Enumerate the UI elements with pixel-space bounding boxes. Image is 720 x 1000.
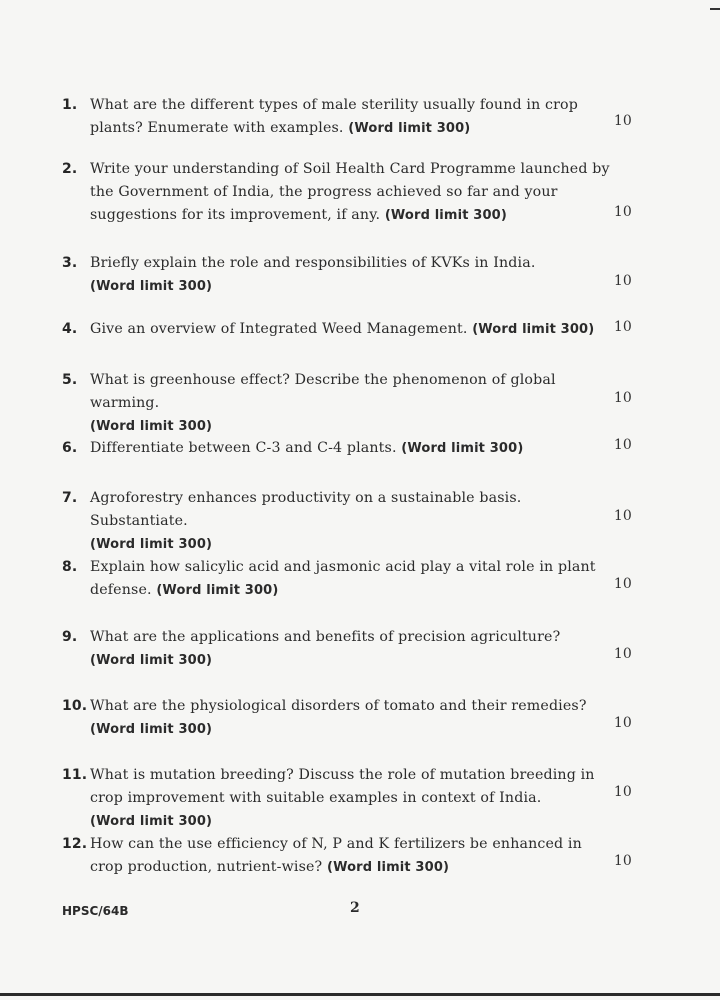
question-marks: 10 <box>613 204 632 220</box>
question-text: What is mutation breeding? Discuss the role of mutation breeding in crop improvement with suitable examples in context of India. (Word limit 300) <box>90 767 595 829</box>
word-limit: (Word limit 300) <box>90 814 213 829</box>
word-limit: (Word limit 300) <box>348 121 471 136</box>
word-limit: (Word limit 300) <box>384 208 507 223</box>
question-marks: 10 <box>613 437 632 453</box>
question-11 <box>62 764 702 833</box>
question-text: How can the use efficiency of N, P and K fertilizers be enhanced in crop production, nutrient-wise? (Word limit 300) <box>90 836 582 875</box>
question-marks: 10 <box>613 784 632 800</box>
question-number: 10. <box>62 698 88 714</box>
question-text: Explain how salicylic acid and jasmonic acid play a vital role in plant defense. (Word limit 300) <box>90 559 596 598</box>
question-number: 9. <box>62 629 78 645</box>
question-marks: 10 <box>613 319 632 335</box>
question-2 <box>62 158 702 227</box>
word-limit: (Word limit 300) <box>472 322 595 337</box>
question-text: Give an overview of Integrated Weed Management. (Word limit 300) <box>90 321 595 337</box>
question-text: What are the different types of male sterility usually found in crop plants? Enumerate with examples. (Word limit 300) <box>90 97 578 136</box>
edge-mark <box>710 8 720 10</box>
word-limit: (Word limit 300) <box>156 583 279 598</box>
word-limit: (Word limit 300) <box>90 537 213 552</box>
question-number: 2. <box>62 161 78 177</box>
question-7 <box>62 487 702 556</box>
question-text: Differentiate between C-3 and C-4 plants. (Word limit 300) <box>90 440 524 456</box>
question-8 <box>62 556 702 602</box>
word-limit: (Word limit 300) <box>90 722 213 737</box>
question-number: 8. <box>62 559 78 575</box>
question-number: 3. <box>62 255 78 271</box>
question-number: 11. <box>62 767 88 783</box>
question-5 <box>62 369 702 438</box>
question-number: 12. <box>62 836 88 852</box>
word-limit: (Word limit 300) <box>90 419 213 434</box>
question-1 <box>62 94 702 140</box>
question-number: 7. <box>62 490 78 506</box>
question-marks: 10 <box>613 508 632 524</box>
question-marks: 10 <box>613 715 632 731</box>
question-text: Write your understanding of Soil Health Card Programme launched by the Government of India, the progress achieved so far and your suggestions for its improvement, if any. (Word limit 300) <box>90 161 610 223</box>
question-3 <box>62 252 702 298</box>
question-6 <box>62 437 702 460</box>
question-marks: 10 <box>613 113 632 129</box>
question-marks: 10 <box>613 390 632 406</box>
question-text: What are the physiological disorders of tomato and their remedies? (Word limit 300) <box>90 698 587 737</box>
question-marks: 10 <box>613 273 632 289</box>
word-limit: (Word limit 300) <box>401 441 524 456</box>
question-number: 5. <box>62 372 78 388</box>
question-4 <box>62 318 702 341</box>
question-10 <box>62 695 702 741</box>
word-limit: (Word limit 300) <box>90 279 213 294</box>
question-number: 4. <box>62 321 78 337</box>
question-number: 6. <box>62 440 78 456</box>
page-bottom-edge <box>0 993 720 996</box>
question-9 <box>62 626 702 672</box>
question-number: 1. <box>62 97 78 113</box>
word-limit: (Word limit 300) <box>90 653 213 668</box>
question-text: Agroforestry enhances productivity on a sustainable basis. Substantiate. (Word limit 300) <box>90 490 522 552</box>
question-text: What is greenhouse effect? Describe the phenomenon of global warming. (Word limit 300) <box>90 372 556 434</box>
page-number: 2 <box>350 900 360 916</box>
question-marks: 10 <box>613 646 632 662</box>
question-12 <box>62 833 702 879</box>
question-marks: 10 <box>613 853 632 869</box>
question-text: Briefly explain the role and responsibilities of KVKs in India. (Word limit 300) <box>90 255 536 294</box>
question-text: What are the applications and benefits of precision agriculture? (Word limit 300) <box>90 629 561 668</box>
question-marks: 10 <box>613 576 632 592</box>
word-limit: (Word limit 300) <box>326 860 450 875</box>
paper-code: HPSC/64B <box>62 904 129 918</box>
